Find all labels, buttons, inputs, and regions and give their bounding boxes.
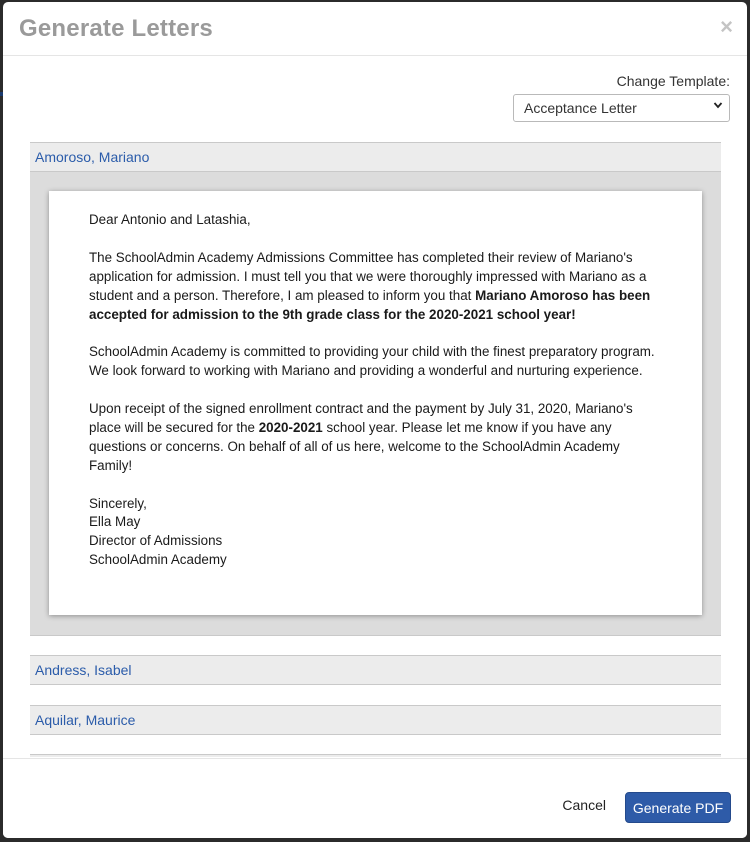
generate-letters-modal bbox=[3, 2, 747, 838]
letter-signer: Ella May bbox=[89, 514, 141, 530]
letter-greeting: Dear Antonio and Latashia, bbox=[89, 212, 251, 227]
student-accordion-amoroso bbox=[30, 142, 721, 636]
letter-paragraph-1 bbox=[89, 249, 662, 325]
letter-closing: Sincerely, bbox=[89, 495, 147, 511]
letter-paragraph-2: SchoolAdmin Academy is committed to providing your child with the finest preparatory program. We look forward to working with Mariano and providing a wonderful and nurturing experience. bbox=[89, 344, 655, 379]
letter-p3-bold: 2020-2021 bbox=[258, 419, 323, 435]
student-accordion-andress bbox=[30, 655, 721, 685]
modal-title: Generate Letters bbox=[19, 15, 213, 42]
student-header-amoroso[interactable]: Amoroso, Mariano bbox=[30, 142, 721, 172]
modal-header bbox=[3, 2, 747, 56]
letter-signature bbox=[89, 495, 662, 571]
student-header-next[interactable] bbox=[30, 754, 721, 757]
student-accordion-aquilar bbox=[30, 705, 721, 735]
letter-signer-org: SchoolAdmin Academy bbox=[89, 552, 227, 568]
close-icon[interactable]: × bbox=[720, 14, 733, 39]
template-select[interactable] bbox=[513, 94, 730, 122]
letter-paragraph-3 bbox=[89, 400, 662, 476]
letter-preview bbox=[49, 191, 702, 615]
letter-p1-bold: Mariano Amoroso has been accepted for admission to the 9th grade class for the 2020-2021 school year! bbox=[89, 287, 651, 322]
template-select-value: Acceptance Letter bbox=[524, 100, 637, 116]
letter-p1-text: The SchoolAdmin Academy Admissions Committee has completed their review of Mariano's application for admission. I must tell you that we were thoroughly impressed with Mariano as a student and a person. Therefore, I am pleased to inform you that bbox=[89, 249, 647, 303]
letter-p3-text1: Upon receipt of the signed enrollment contract and the payment by July 31, 2020, Mariano's place will be secured for the bbox=[89, 401, 633, 435]
modal-footer bbox=[3, 758, 747, 838]
student-header-aquilar[interactable]: Aquilar, Maurice bbox=[30, 705, 721, 735]
letter-p3-text2: school year. Please let me know if you have any questions or concerns. On behalf of all of us here, welcome to the SchoolAdmin Academy Family! bbox=[89, 419, 620, 473]
student-header-andress[interactable]: Andress, Isabel bbox=[30, 655, 721, 685]
chevron-down-icon bbox=[713, 100, 723, 110]
student-accordion-next bbox=[30, 754, 721, 757]
cancel-button[interactable]: Cancel bbox=[562, 797, 606, 813]
generate-pdf-button[interactable]: Generate PDF bbox=[625, 792, 731, 823]
letter-signer-title: Director of Admissions bbox=[89, 533, 223, 549]
template-label: Change Template: bbox=[616, 73, 730, 89]
letter-preview-panel bbox=[30, 172, 721, 636]
modal-body bbox=[3, 57, 747, 757]
